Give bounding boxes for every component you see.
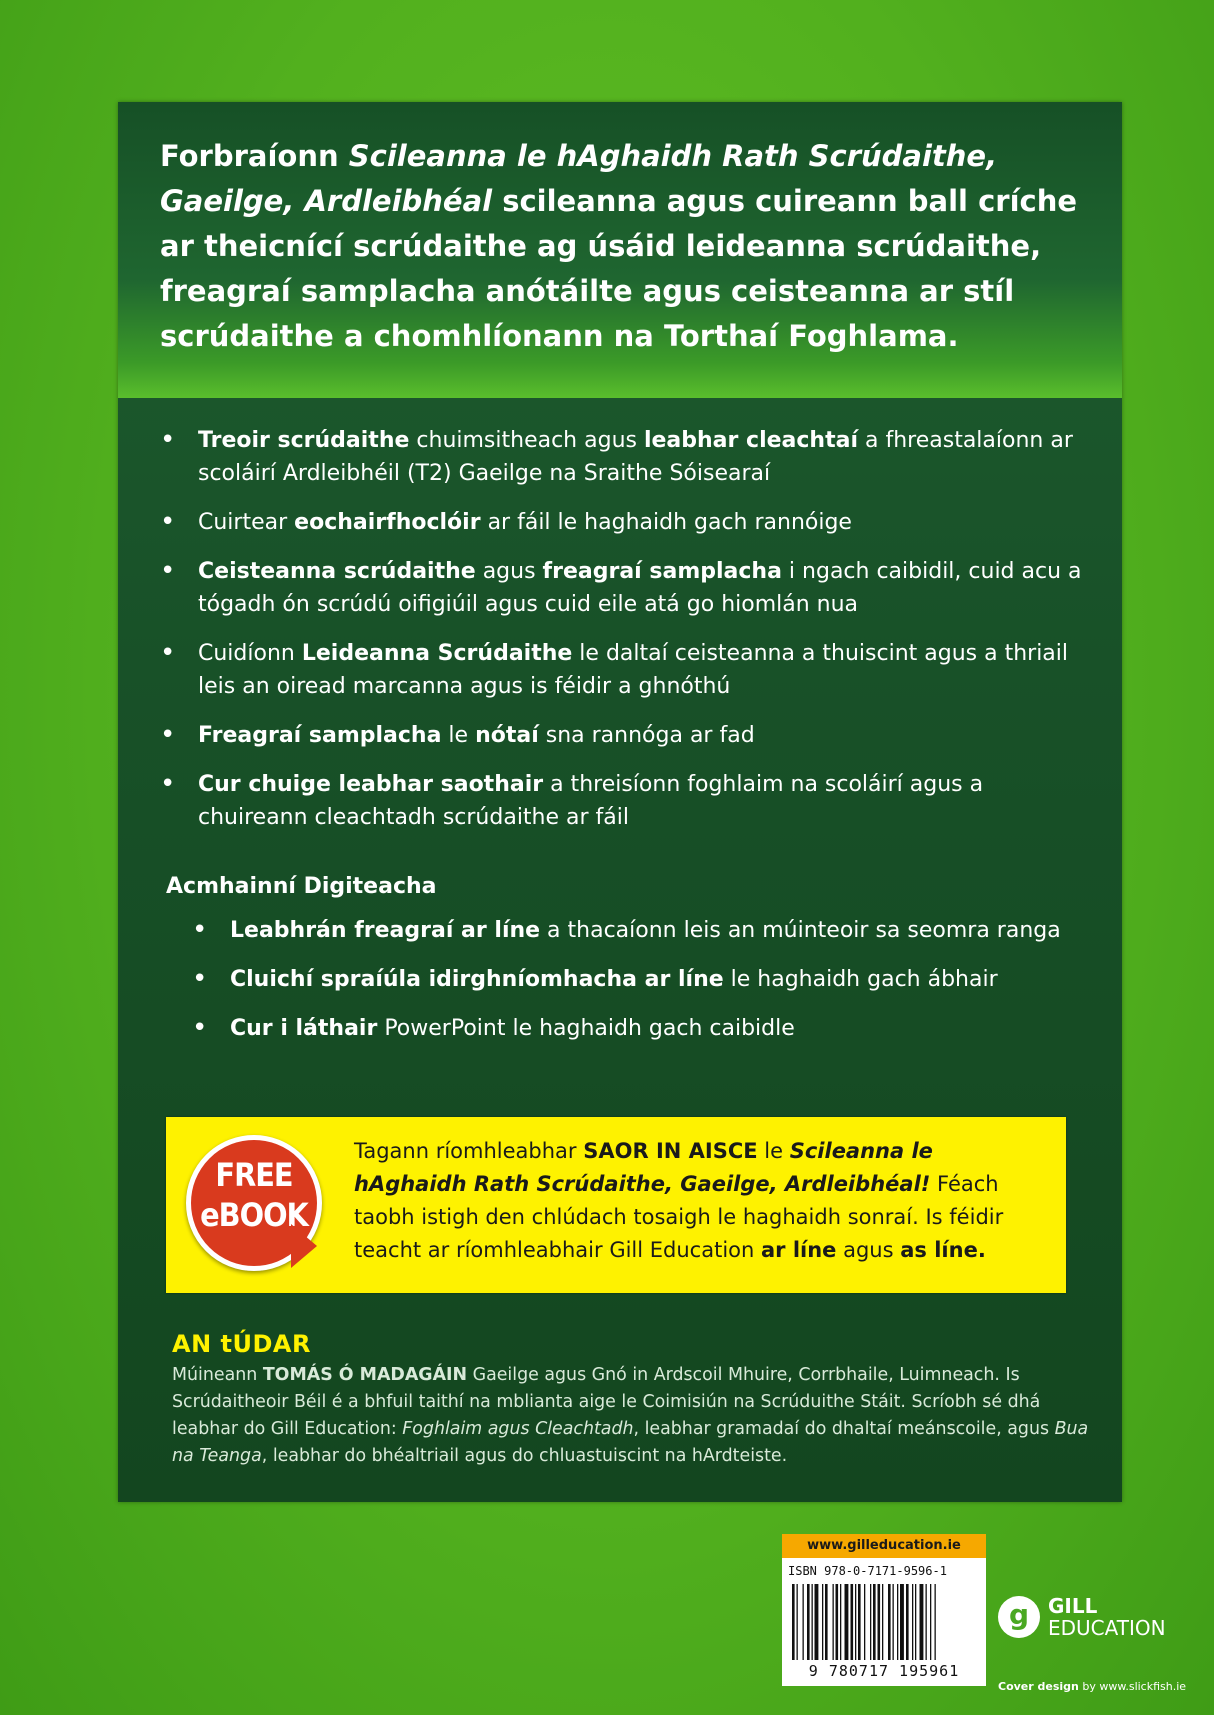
logo-subtitle: EDUCATION (1048, 1616, 1166, 1640)
author-bio: Múineann TOMÁS Ó MADAGÁIN Gaeilge agus Gnó in Ardscoil Mhuire, Corrbhaile, Luimneach. Is Scrúdaitheoir Béil é a bhfuil taithí na mblianta aige le Coimisiún na Scrúduithe Stáit. Scríobh sé dhá leabhar do Gill Education: Foghlaim agus Cleachtadh, leabhar gramadaí do dhaltaí meánscoile, agus Bua na Teanga, leabhar do bhéaltriail agus do chluastuiscint na hArdteiste. (172, 1365, 1089, 1466)
digital-resources-heading: Acmhainní Digiteacha (166, 874, 437, 899)
list-item: • Cluichí spraíúla idirghníomhacha ar líne le haghaidh gach ábhair (190, 963, 1100, 996)
list-item: • Cuidíonn Leideanna Scrúdaithe le daltaí ceisteanna a thuiscint agus a thriail leis an oiread marcanna agus is féidir a ghnóthú (158, 637, 1098, 703)
badge-line-free: FREE (215, 1156, 293, 1194)
book-title: Scileanna le hAghaidh Rath Scrúdaithe, Gaeilge, Ardleibhéal (160, 139, 998, 218)
list-item: • Cur chuige leabhar saothair a threisíonn foghlaim na scoláirí agus a chuireann cleachtadh scrúdaithe ar fáil (158, 768, 1098, 834)
back-cover-panel (118, 102, 1122, 1502)
ebook-text: Tagann ríomhleabhar SAOR IN AISCE le Scileanna le hAghaidh Rath Scrúdaithe, Gaeilge, Ardleibhéal! Féach taobh istigh den chlúdach tosaigh le haghaidh sonraí. Is féidir teacht ar ríomhleabhair Gill Education ar líne agus as líne. (354, 1139, 1004, 1262)
logo-name: GILL (1048, 1594, 1098, 1618)
list-item: • Cur i láthair PowerPoint le haghaidh gach caibidle (190, 1012, 1100, 1045)
publisher-url: www.gilleducation.ie (782, 1534, 986, 1558)
feature-list (158, 424, 1098, 850)
barcode-icon (792, 1584, 976, 1660)
list-item: • Ceisteanna scrúdaithe agus freagraí samplacha i ngach caibidil, cuid acu a tógadh ón scrúdú oifigiúil agus cuid eile atá go hiomlán nua (158, 555, 1098, 621)
arrow-icon (291, 1224, 317, 1268)
intro-text: Forbraíonn Scileanna le hAghaidh Rath Scrúdaithe, Gaeilge, Ardleibhéal scileanna agus cuireann ball críche ar theicnící scrúdaithe ag úsáid leideanna scrúdaithe, freagraí samplacha anótáilte agus ceisteanna ar stíl scrúdaithe a chomhlíonann na Torthaí Foghlama. (160, 139, 1078, 353)
free-ebook-badge (186, 1135, 322, 1271)
cover-design-credit: Cover design by www.slickfish.ie (998, 1680, 1187, 1693)
list-item: • Leabhrán freagraí ar líne a thacaíonn leis an múinteoir sa seomra ranga (190, 914, 1100, 947)
gill-education-logo (998, 1594, 1198, 1644)
isbn-text: ISBN 978-0-7171-9596-1 (788, 1564, 947, 1578)
gill-logo-icon: g (998, 1596, 1040, 1638)
badge-line-ebook: eBOOK (200, 1196, 308, 1234)
intro-band (118, 102, 1122, 398)
author-heading: AN tÚDAR (172, 1330, 311, 1358)
list-item: • Treoir scrúdaithe chuimsitheach agus leabhar cleachtaí a fhreastalaíonn ar scoláirí Ardleibhéil (T2) Gaeilge na Sraithe Sóisearaí (158, 424, 1098, 490)
barcode-number: 9 780717 195961 (808, 1662, 960, 1680)
digital-resources-list (190, 914, 1100, 1061)
barcode-block (782, 1534, 986, 1686)
list-item: • Freagraí samplacha le nótaí sna rannóga ar fad (158, 719, 1098, 752)
list-item: • Cuirtear eochairfhoclóir ar fáil le haghaidh gach rannóige (158, 506, 1098, 539)
free-ebook-box (166, 1117, 1066, 1293)
